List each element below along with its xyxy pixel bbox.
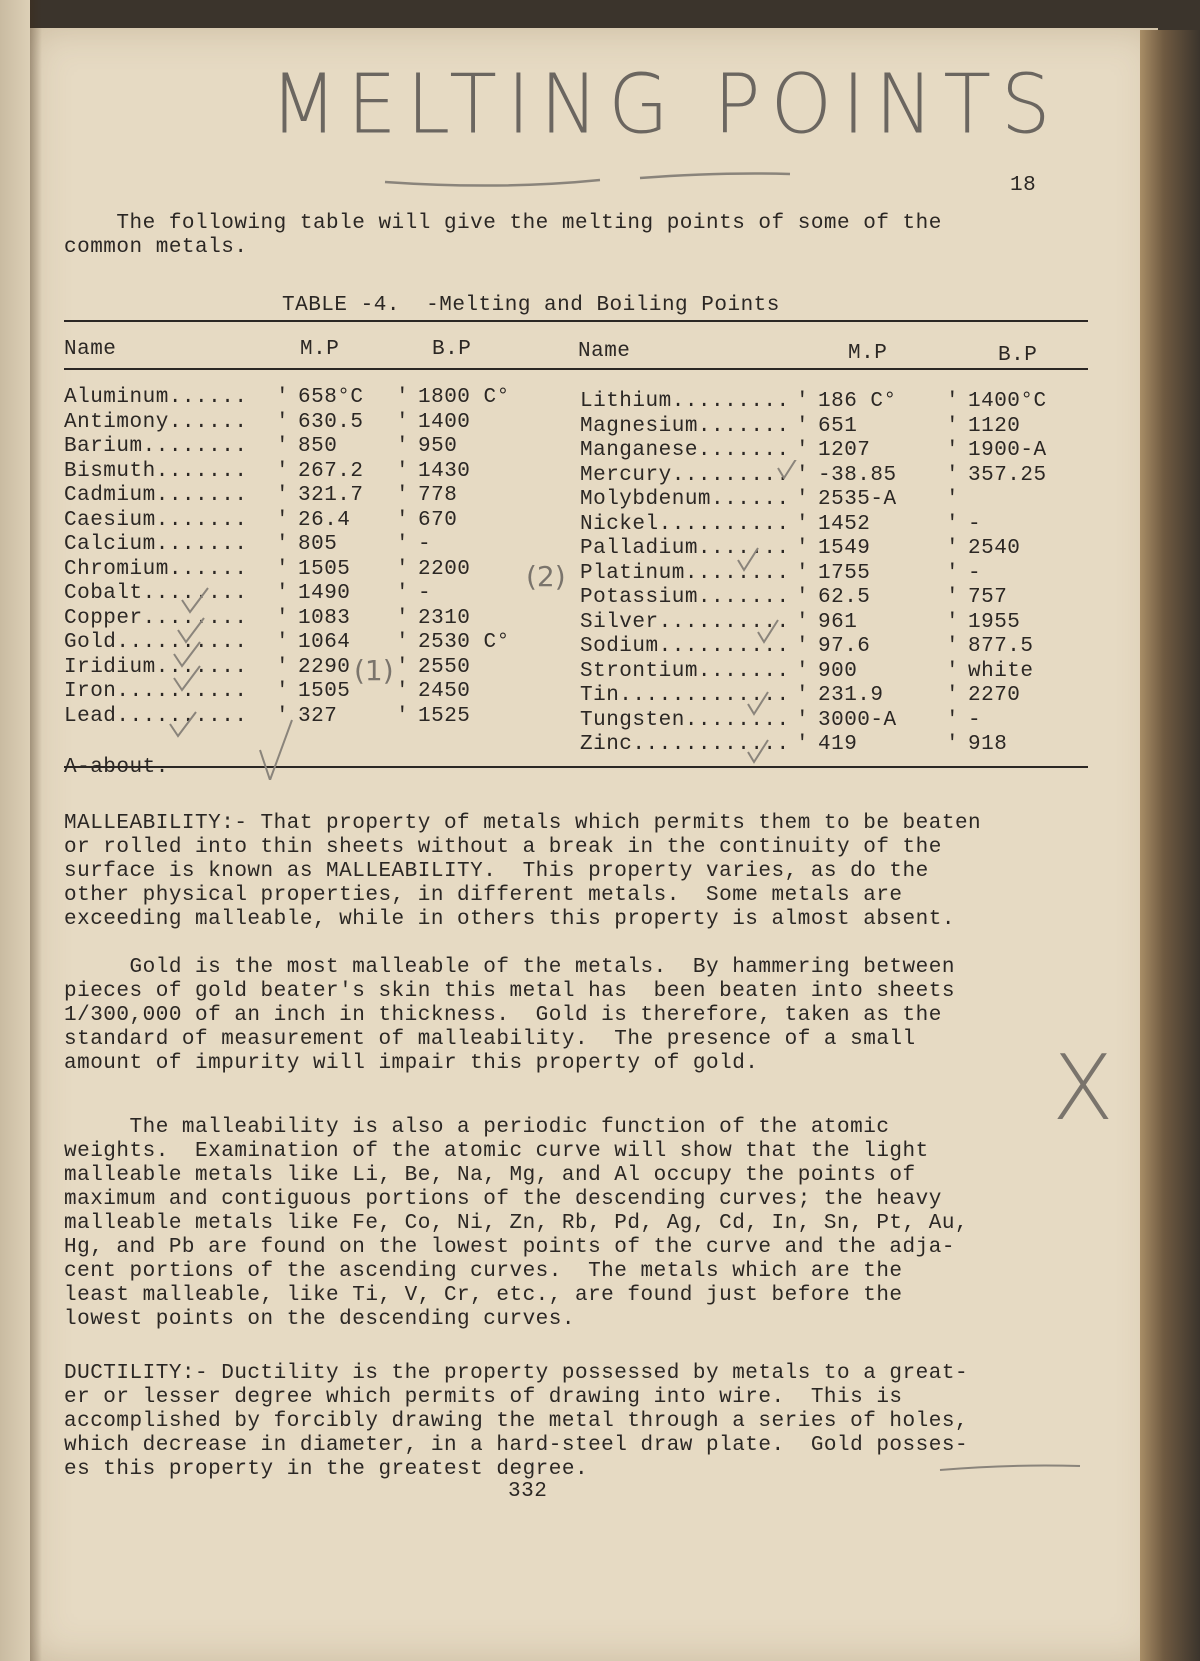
left-column-tick: ' [276,484,290,507]
left-row-mp: 805 [298,533,338,556]
facing-page-edge [0,0,30,1661]
left-row-bp: 2200 [418,557,471,581]
periodic-paragraph: The malleability is also a periodic function of the atomic weights. Examination of the atomic curve will show that the light malleable metals like Li, Be, Na, Mg, and Al occupy the points of maximum and contiguous portions of the descending curves; the heavy malleable metals like Fe, Co, Ni, Zn, Rb, Pd, Ag, Cd, In, Sn, Pt, Au, Hg, and Pb are found on the lowest points of the curve and the adja- cent portions of the ascending curves. The metals which are the least malleable, like Ti, V, Cr, etc., are found just before the lowest points on the descending curves. [64,1116,969,1331]
right-column-tick: ' [796,561,810,585]
table-top-rule [64,320,1088,322]
right-column-tick: ' [946,708,960,732]
book-spine-shadow [30,0,42,1661]
right-row-bp: 757 [968,586,1008,609]
left-row-bp: 1525 [418,704,471,728]
left-column-tick: ' [396,533,410,556]
right-row-mp: 1452 [818,512,871,536]
right-column-tick: ' [946,488,960,511]
right-column-tick: ' [946,659,960,683]
right-column-tick: ' [946,586,960,609]
right-row-name: Tungsten........ [580,708,790,732]
right-column-tick: ' [946,414,960,438]
right-row-mp: 900 [818,659,858,683]
right-row-bp: 2540 [968,537,1021,560]
right-row-mp: 97.6 [818,635,871,658]
header-bp-right: B.P [998,344,1038,367]
right-column-tick: ' [796,512,810,536]
right-row-bp: 2270 [968,684,1021,707]
left-column-tick: ' [276,533,290,556]
right-row-mp: 1207 [818,439,871,462]
right-column-tick: ' [796,684,810,707]
gold-paragraph: Gold is the most malleable of the metals. By hammering between pieces of gold beater's skin this metal has been beaten into sheets 1/300,000 of an inch in thickness. Gold is therefore, taken as the standard of measurement of malleability. The presence of a small amount of impurity will impair this property of gold. [64,956,955,1075]
left-column-tick: ' [396,386,410,409]
malleability-paragraph: MALLEABILITY:- That property of metals which permits them to be beaten or rolled into thin sheets without a break in the continuity of the surface is known as MALLEABILITY. This property varies, as do the other physical properties, in different metals. Some metals are exceeding malleable, while in others this property is almost absent. [64,812,982,931]
right-row-mp: 231.9 [818,684,884,707]
right-row-name: Strontium....... [580,659,790,683]
intro-paragraph: The following table will give the melting points of some of the common metals. [64,212,942,259]
left-column-tick: ' [276,508,290,532]
left-column-tick: ' [396,459,410,483]
left-row-mp: 267.2 [298,459,364,483]
left-row-mp: 321.7 [298,484,364,507]
right-row-name: Sodium.......... [580,635,790,658]
left-row-bp: 1430 [418,459,471,483]
left-row-name: Cadmium....... [64,484,248,507]
table-caption: TABLE -4. -Melting and Boiling Points [282,294,780,317]
right-row-bp: 357.25 [968,463,1047,487]
left-row-name: Antimony...... [64,410,248,434]
left-column-tick: ' [276,410,290,434]
left-column-tick: ' [276,435,290,458]
left-column-tick: ' [396,557,410,581]
table-footnote: A-about. [64,756,169,779]
right-column-tick: ' [946,390,960,413]
left-row-mp: 850 [298,435,338,458]
right-row-name: Molybdenum...... [580,488,790,511]
right-row-bp: 877.5 [968,635,1034,658]
left-column-tick: ' [276,631,290,654]
right-row-name: Nickel.......... [580,512,790,536]
left-column-tick: ' [396,631,410,654]
right-column-tick: ' [796,439,810,462]
right-column-tick: ' [796,635,810,658]
right-row-name: Silver.......... [580,610,790,634]
right-row-name: Palladium....... [580,537,790,560]
right-row-name: Magnesium....... [580,414,790,438]
right-column-tick: ' [796,537,810,560]
right-row-name: Manganese....... [580,439,790,462]
left-row-mp: 1064 [298,631,351,654]
right-column-tick: ' [796,414,810,438]
left-column-tick: ' [396,680,410,703]
left-row-mp: 1505 [298,680,351,703]
right-row-bp: 1400°C [968,390,1047,413]
left-row-mp: 1083 [298,606,351,630]
right-row-mp: 651 [818,414,858,438]
page-number-top: 18 [1010,174,1037,197]
right-column-tick: ' [796,390,810,413]
left-column-tick: ' [276,386,290,409]
ductility-paragraph: DUCTILITY:- Ductility is the property possessed by metals to a great- er or lesser degree which permits of drawing into wire. This is accomplished by forcibly drawing the metal through a series of holes, which decrease in diameter, in a hard-steel draw plate. Gold posses- es this property in the greatest degree. [64,1362,969,1481]
right-row-mp: 3000-A [818,708,897,732]
left-column-tick: ' [396,410,410,434]
right-row-bp: - [968,708,982,732]
right-column-tick: ' [796,733,810,756]
left-row-name: Iron.......... [64,680,248,703]
right-row-mp: 62.5 [818,586,871,609]
right-row-bp: - [968,512,982,536]
header-mp-right: M.P [848,342,888,365]
left-column-tick: ' [276,655,290,679]
right-column-tick: ' [796,659,810,683]
right-row-name: Potassium....... [580,586,790,609]
left-row-bp: 2550 [418,655,471,679]
left-row-name: Calcium....... [64,533,248,556]
right-row-name: Zinc............ [580,733,790,756]
left-row-name: Copper........ [64,606,248,630]
right-column-tick: ' [946,561,960,585]
left-row-name: Aluminum...... [64,386,248,409]
left-row-bp: 950 [418,435,458,458]
right-row-name: Mercury......... [580,463,790,487]
book-edge [1140,30,1200,1661]
header-mp-left: M.P [300,338,340,361]
left-column-tick: ' [276,582,290,605]
right-row-mp: 1549 [818,537,871,560]
left-row-name: Lead.......... [64,704,248,728]
right-column-tick: ' [946,635,960,658]
right-row-bp: 918 [968,733,1008,756]
left-row-name: Iridium....... [64,655,248,679]
header-name-left: Name [64,338,117,361]
left-column-tick: ' [276,459,290,483]
pencil-check-marks [150,460,800,780]
right-row-name: Tin............. [580,684,790,707]
left-row-bp: 1800 C° [418,386,510,409]
header-rule [64,368,1088,370]
right-row-bp: 1900-A [968,439,1047,462]
right-row-mp: 186 C° [818,390,897,413]
right-row-mp: -38.85 [818,463,897,487]
left-row-bp: 1400 [418,410,471,434]
right-row-mp: 419 [818,733,858,756]
right-column-tick: ' [796,708,810,732]
right-row-mp: 1755 [818,561,871,585]
header-bp-left: B.P [432,338,472,361]
left-row-bp: - [418,533,432,556]
right-column-tick: ' [946,733,960,756]
right-column-tick: ' [796,610,810,634]
left-row-bp: 670 [418,508,458,532]
margin-x-mark: X [1052,1036,1114,1141]
page-number-bottom: 332 [508,1480,548,1503]
iridium-annotation: (1) [354,654,394,687]
left-row-name: Chromium...... [64,557,248,581]
right-row-name: Lithium......... [580,390,790,413]
right-column-tick: ' [946,537,960,560]
right-row-bp: 1955 [968,610,1021,634]
left-row-name: Barium........ [64,435,248,458]
left-column-tick: ' [396,704,410,728]
left-column-tick: ' [276,606,290,630]
left-column-tick: ' [396,606,410,630]
right-row-mp: 2535-A [818,488,897,511]
right-row-bp: white [968,659,1034,683]
left-row-bp: 2310 [418,606,471,630]
handwritten-title: MELTING POINTS [270,57,1061,153]
left-row-mp: 658°C [298,386,364,409]
left-row-name: Bismuth....... [64,459,248,483]
right-column-tick: ' [796,586,810,609]
title-underline-stroke [380,160,800,190]
right-row-name: Platinum........ [580,561,790,585]
left-column-tick: ' [276,680,290,703]
right-column-tick: ' [946,512,960,536]
platinum-annotation: (2) [526,560,566,593]
left-row-mp: 327 [298,704,338,728]
right-row-bp: - [968,561,982,585]
left-row-mp: 1490 [298,582,351,605]
left-row-bp: 778 [418,484,458,507]
right-column-tick: ' [946,684,960,707]
right-column-tick: ' [946,610,960,634]
left-column-tick: ' [396,484,410,507]
left-column-tick: ' [396,435,410,458]
left-row-name: Cobalt........ [64,582,248,605]
left-row-bp: 2450 [418,680,471,703]
left-row-name: Caesium....... [64,508,248,532]
right-column-tick: ' [796,463,810,487]
right-row-bp: 1120 [968,414,1021,438]
left-row-mp: 630.5 [298,410,364,434]
header-name-right: Name [578,340,631,363]
left-row-name: Gold.......... [64,631,248,654]
left-row-bp: 2530 C° [418,631,510,654]
left-column-tick: ' [276,557,290,581]
right-column-tick: ' [946,463,960,487]
right-column-tick: ' [946,439,960,462]
ductility-underline-stroke [930,1454,1090,1478]
right-column-tick: ' [796,488,810,511]
left-row-bp: - [418,582,432,605]
left-column-tick: ' [396,508,410,532]
left-column-tick: ' [276,704,290,728]
left-column-tick: ' [396,655,410,679]
left-row-mp: 1505 [298,557,351,581]
left-row-mp: 26.4 [298,508,351,532]
right-row-mp: 961 [818,610,858,634]
left-column-tick: ' [396,582,410,605]
left-row-mp: 2290 [298,655,351,679]
